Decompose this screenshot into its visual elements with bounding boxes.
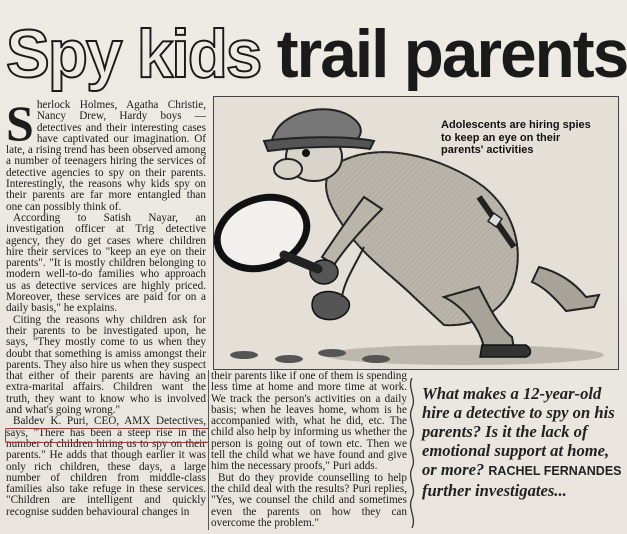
column-rule — [208, 370, 209, 530]
pull-quote-text: What makes a 12-year-old hire a detective to spy on his parents? Is it the lack of emotional support at home, or more? — [422, 384, 615, 479]
article-paragraph: Citing the reasons why children ask for their parents to be investigated upon, he says, "They mostly come to us when they doubt that something is amiss amongst their parents. They also hire us when they suspect that either of their parents are having an extra-marital affairs. Children want the truth, they want to know who is involved and what's going wrong." — [6, 313, 206, 417]
headline-solid-word: trail parents — [276, 16, 627, 92]
illustration-caption: Adolescents are hiring spies to keep an eye on their parents' activities — [441, 119, 591, 156]
illustration — [213, 96, 619, 370]
article-paragraph: According to Satish Nayar, an investigation officer at Trig detective agency, they do get cases where children hire their services to "keep an eye on their parents". "It is mostly children belonging to modern well-to-do families who approach us as detective services are highly priced. Moreover, these services are paid for on a daily basis," he explains. — [6, 211, 206, 315]
headline — [6, 14, 627, 94]
wavy-bracket-icon — [405, 378, 419, 528]
pull-quote — [422, 384, 622, 500]
article-lead-paragraph: Sherlock Holmes, Agatha Christie, Nancy Drew, Hardy boys — detectives and their interesting cases have captivated our imagination. Of late, a rising trend has been observed among a number of teenagers hiring the services of detective agencies to spy on their parents. Interestingly, the reasons why kids spy on their parents are far more entangled than one can possibly think of. — [6, 95, 206, 213]
headline-outline-word: Spy kids — [6, 16, 261, 92]
article-paragraph: their parents like if one of them is spending less time at home and more time at work. We track the person's activities on a daily basis; when he leaves home, whom is he accompanied with, what he did, etc. The child also help by informing us whether the person is going out of town etc. Then we tell the child what we have found and give him the necessary proofs," Puri adds. — [211, 370, 407, 473]
drop-cap: S — [6, 95, 34, 151]
article-paragraph: Baldev K. Puri, CEO, AMX Detectives, says, "There has been a steep rise in the number of children hiring us to spy on their parents." He adds that though earlier it was only rich children, these days, a large number of children from middle-class families also take refuge in these services. "Children are intelligent and quickly recognise sudden behavioural changes in — [6, 415, 206, 518]
article-paragraph: But do they provide counselling to help the child deal with the results? Puri replies, "Yes, we counsel the child and sometimes even the parents on how they can overcome the problem." — [211, 471, 407, 529]
article-column-2 — [211, 371, 407, 529]
article-column-1 — [6, 95, 206, 518]
byline: RACHEL FERNANDES — [488, 464, 622, 478]
pull-quote-tail: further investigates... — [422, 481, 567, 500]
